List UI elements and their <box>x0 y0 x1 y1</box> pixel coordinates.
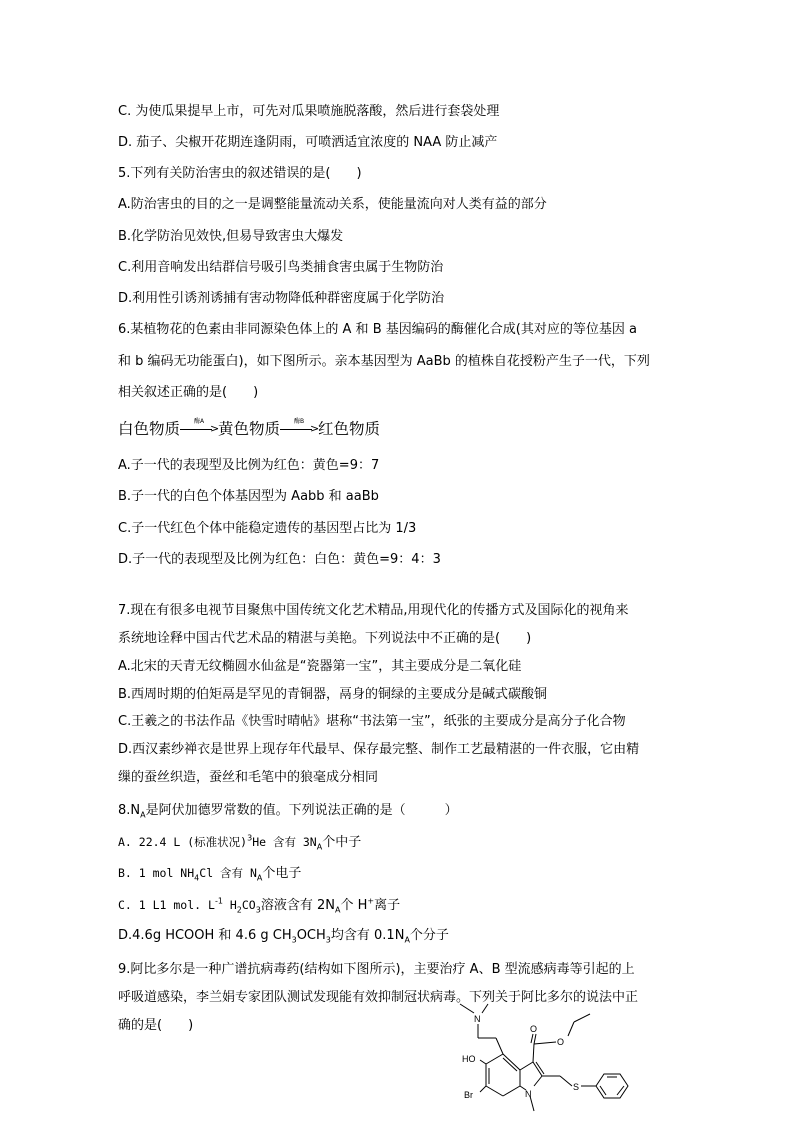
q8-option-d: D.4.6g HCOOH 和 4.6 g $CH_3OCH_3$均含有 $0.1N_A$个分子 <box>118 928 449 945</box>
enzyme-b-label: 酶B <box>293 418 305 425</box>
q9-stem-line1: 9.阿比多尔是一种广谱抗病毒药(结构如下图所示)，主要治疗 A、B 型流感病毒等引起的上 <box>118 962 635 977</box>
q7-stem-line2: 系统地诠释中国古代艺术品的精湛与美艳。下列说法中不正确的是( ) <box>118 631 532 646</box>
q5-option-d: D.利用性引诱剂诱捕有害动物降低种群密度属于化学防治 <box>118 291 445 306</box>
q6-option-d: D.子一代的表现型及比例为红色：白色：黄色=9：4：3 <box>118 552 441 567</box>
q7-option-c: C.王羲之的书法作品《快雪时晴帖》堪称“书法第一宝”，纸张的主要成分是高分子化合物 <box>118 714 626 729</box>
q6-option-c: C.子一代红色个体中能稳定遗传的基因型占比为 1/3 <box>118 521 417 536</box>
arrow-enzyme-a: 酶A > <box>180 419 218 439</box>
q5-option-c: C.利用音响发出结群信号吸引鸟类捕食害虫属于生物防治 <box>118 260 444 275</box>
q6-stem-line1: 6.某植物花的色素由非同源染色体上的 A 和 B 基因编码的酶催化合成(其对应的等位基因 a <box>118 322 637 337</box>
q6-option-b: B.子一代的白色个体基因型为 Aabb 和 aaBb <box>118 489 379 504</box>
pathway-red: 红色物质 <box>318 420 381 438</box>
ring-n-label: N <box>525 1089 532 1099</box>
pigment-pathway-diagram <box>118 419 380 439</box>
carbonyl-o-label: O <box>530 1024 538 1034</box>
q6-stem-line3: 相关叙述正确的是( ) <box>118 385 259 400</box>
q9-stem-line2: 呼吸道感染，李兰娟专家团队测试发现能有效抑制冠状病毒。下列关于阿比多尔的说法中正 <box>118 990 639 1005</box>
enzyme-a-label: 酶A <box>193 418 205 425</box>
bromine-label: Br <box>464 1090 473 1100</box>
q5-option-b: B.化学防治见效快,但易导致害虫大爆发 <box>118 229 344 244</box>
q9-stem-line3: 确的是( ) <box>118 1018 194 1033</box>
q4-option-d: D. 茄子、尖椒开花期连逢阴雨，可喷洒适宜浓度的 NAA 防止减产 <box>118 135 498 150</box>
q6-stem-line2: 和 b 编码无功能蛋白)，如下图所示。亲本基因型为 AaBb 的植株自花授粉产生子一代，下列 <box>118 354 650 369</box>
q7-option-d-line1: D.西汉素纱禅衣是世界上现存年代最早、保存最完整、制作工艺最精湛的一件衣服，它由精 <box>118 742 640 757</box>
q8-option-a: A. 22.4 L (标准状况)$^3$He 含有 $3N_A$个中子 <box>118 833 362 852</box>
hydroxyl-label: HO <box>462 1054 476 1064</box>
q7-option-d-line2: 缫的蚕丝织造，蚕丝和毛笔中的狼毫成分相同 <box>118 770 379 785</box>
ester-o-label: O <box>557 1037 565 1047</box>
q5-stem: 5.下列有关防治害虫的叙述错误的是( ) <box>118 166 362 181</box>
q7-option-a: A.北宋的天青无纹椭圆水仙盆是“瓷器第一宝”，其主要成分是二氧化硅 <box>118 659 522 674</box>
q7-stem-line1: 7.现在有很多电视节目聚焦中国传统文化艺术精品,用现代化的传播方式及国际化的视角来 <box>118 603 629 618</box>
q5-option-a: A.防治害虫的目的之一是调整能量流动关系，使能量流向对人类有益的部分 <box>118 197 547 212</box>
arrow-enzyme-b: 酶B > <box>280 419 318 439</box>
q8-option-c: C. 1 L1 mol. $L^{-1}$ $H_2CO_3$溶液含有 $2N_A$个 H+离子 <box>118 896 401 915</box>
q4-option-c: C. 为使瓜果提早上市，可先对瓜果喷施脱落酸，然后进行套袋处理 <box>118 104 500 119</box>
q7-option-b: B.西周时期的伯矩鬲是罕见的青铜器，鬲身的铜绿的主要成分是碱式碳酸铜 <box>118 687 548 702</box>
q8-option-b: B. 1 mol $NH_4Cl$ 含有 $N_A$个电子 <box>118 866 302 883</box>
pathway-white: 白色物质 <box>118 420 181 438</box>
q8-stem: $8.N_A$是阿伏加德罗常数的值。下列说法正确的是（ ） <box>118 803 458 820</box>
amine-n-label: N <box>474 1014 481 1024</box>
sulfur-label: S <box>573 1082 580 1092</box>
pathway-yellow: 黄色物质 <box>218 420 281 438</box>
arbidol-structure <box>456 996 656 1121</box>
q6-option-a: A.子一代的表现型及比例为红色：黄色=9：7 <box>118 458 380 473</box>
